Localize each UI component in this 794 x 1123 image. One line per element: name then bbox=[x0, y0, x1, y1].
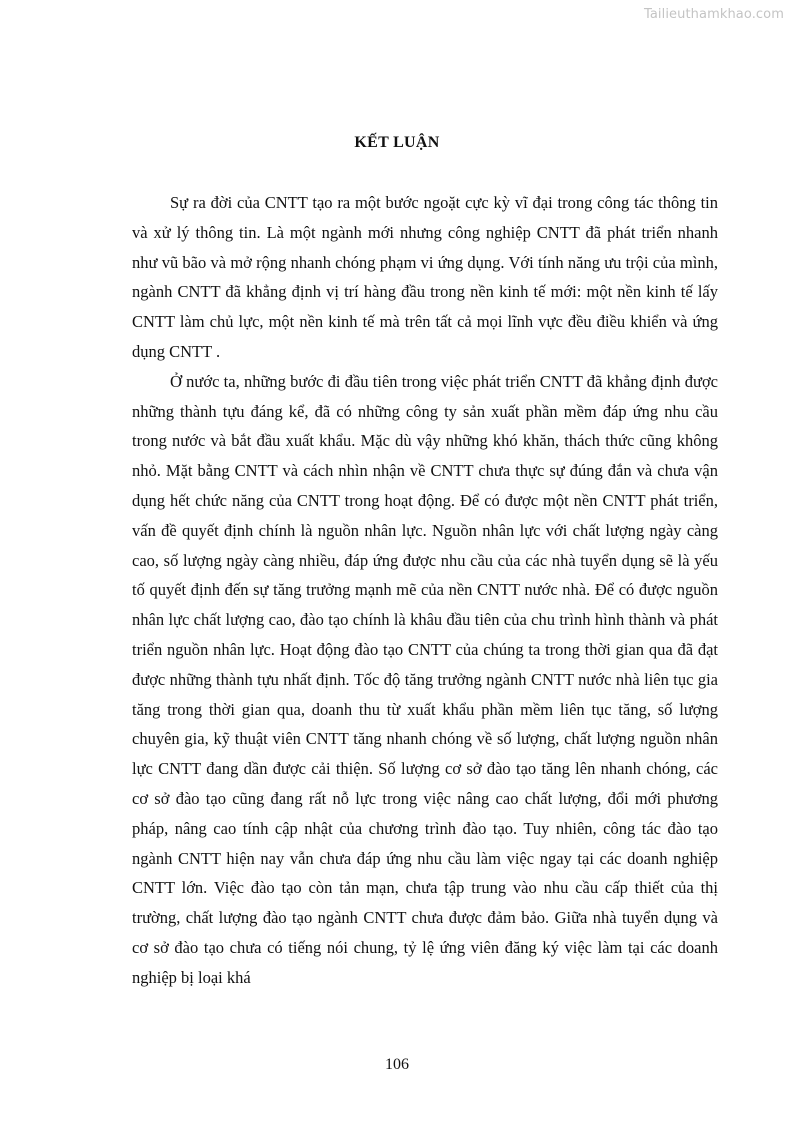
page-title: KẾT LUẬN bbox=[354, 134, 440, 151]
paragraph-2: Ở nước ta, những bước đi đầu tiên trong việc phát triển CNTT đã khẳng định được những thành tựu đáng kể, đã có những công ty sản xuất phần mềm đáp ứng nhu cầu trong nước và bắt đầu xuất khẩu. Mặc dù vậy những khó khăn, thách thức cũng không nhỏ. Mặt bằng CNTT và cách nhìn nhận về CNTT chưa thực sự đúng đắn và chưa vận dụng hết chức năng của CNTT trong hoạt động. Để có được một nền CNTT phát triển, vấn đề quyết định chính là nguồn nhân lực. Nguồn nhân lực với chất lượng ngày càng cao, số lượng ngày càng nhiều, đáp ứng được nhu cầu của các nhà tuyển dụng sẽ là yếu tố quyết định đến sự tăng trưởng mạnh mẽ của nền CNTT nước nhà. Để có được nguồn nhân lực chất lượng cao, đào tạo chính là khâu đầu tiên của chu trình hình thành và phát triển nguồn nhân lực. Hoạt động đào tạo CNTT của chúng ta trong thời gian qua đã đạt được những thành tựu nhất định. Tốc độ tăng trưởng ngành CNTT nước nhà liên tục gia tăng trong thời gian qua, doanh thu từ xuất khẩu phần mềm liên tục tăng, số lượng chuyên gia, kỹ thuật viên CNTT tăng nhanh chóng về số lượng, chất lượng nguồn nhân lực CNTT đang dần được cải thiện. Số lượng cơ sở đào tạo tăng lên nhanh chóng, các cơ sở đào tạo cũng đang rất nỗ lực trong việc nâng cao chất lượng, đổi mới phương pháp, nâng cao tính cập nhật của chương trình đào tạo. Tuy nhiên, công tác đào tạo ngành CNTT hiện nay vẫn chưa đáp ứng nhu cầu làm việc ngay tại các doanh nghiệp CNTT lớn. Việc đào tạo còn tản mạn, chưa tập trung vào nhu cầu cấp thiết của thị trường, chất lượng đào tạo ngành CNTT chưa được đảm bảo. Giữa nhà tuyển dụng và cơ sở đào tạo chưa có tiếng nói chung, tỷ lệ ứng viên đăng ký việc làm tại các doanh nghiệp bị loại khá bbox=[132, 371, 718, 987]
document-body bbox=[132, 188, 718, 993]
watermark: Tailieuthamkhao.com bbox=[643, 7, 784, 22]
page-number: 106 bbox=[385, 1056, 409, 1073]
paragraph-1: Sự ra đời của CNTT tạo ra một bước ngoặt cực kỳ vĩ đại trong công tác thông tin và xử lý thông tin. Là một ngành mới nhưng công nghiệp CNTT đã phát triển nhanh như vũ bão và mở rộng nhanh chóng phạm vi ứng dụng. Với tính năng ưu trội của mình, ngành CNTT đã khẳng định vị trí hàng đầu trong nền kinh tế mới: một nền kinh tế lấy CNTT làm chủ lực, một nền kinh tế mà trên tất cả mọi lĩnh vực đều điều khiển và ứng dụng CNTT . bbox=[132, 193, 718, 361]
